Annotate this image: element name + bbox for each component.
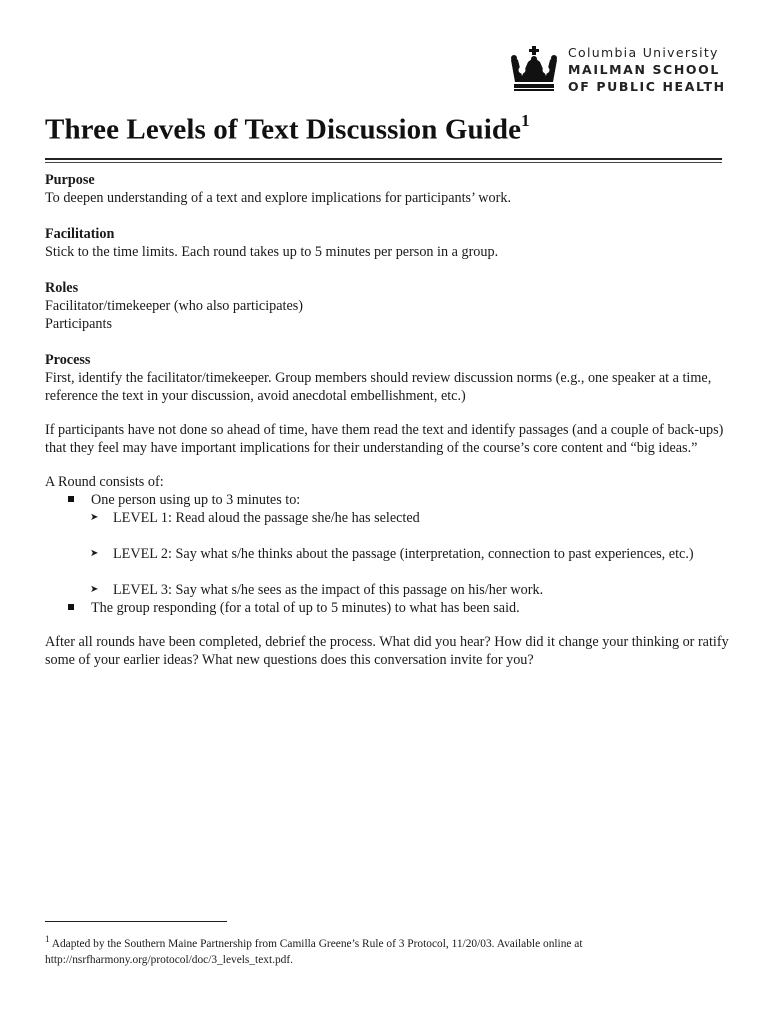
arrow-bullet-icon: ➤ [90, 584, 99, 595]
purpose-heading: Purpose [45, 172, 95, 188]
columbia-mailman-logo [508, 44, 730, 96]
logo-university-name: Columbia University [568, 45, 719, 60]
arrow-bullet-icon: ➤ [90, 512, 99, 523]
process-heading: Process [45, 352, 91, 368]
title-divider-thin [45, 162, 722, 163]
level-item [45, 545, 735, 563]
closing-paragraph: After all rounds have been completed, debrief the process. What did you hear? How did it change your thinking or ratify some of your earlier ideas? What new questions does this conversation invite for you? [45, 634, 729, 668]
footnote [45, 931, 735, 968]
square-bullet-icon [68, 496, 74, 502]
bullet-item [45, 599, 735, 617]
facilitation-text: Stick to the time limits. Each round takes up to 5 minutes per person in a group. [45, 244, 499, 260]
facilitation-heading: Facilitation [45, 226, 115, 242]
level-item [45, 581, 735, 599]
footnote-divider [45, 921, 227, 922]
level-1-text: LEVEL 1: Read aloud the passage she/he has selected [113, 510, 420, 526]
arrow-bullet-icon: ➤ [90, 548, 99, 559]
level-2-text: LEVEL 2: Say what s/he thinks about the passage (interpretation, connection to past experiences, etc.) [113, 546, 694, 562]
title-divider [45, 158, 722, 160]
bullet-item [45, 491, 735, 509]
logo-school-name: MAILMAN SCHOOL [568, 62, 720, 77]
roles-heading: Roles [45, 280, 79, 296]
roles-item: Participants [45, 316, 112, 332]
logo-school-subtitle: OF PUBLIC HEALTH [568, 79, 726, 94]
page-title-text: Three Levels of Text Discussion Guide [45, 113, 522, 146]
process-paragraph-2: If participants have not done so ahead of time, have them read the text and identify passages (and a couple of back-ups) that they feel may have important implications for their understanding of the course’s core content and “big ideas.” [45, 422, 724, 456]
bullet-text: One person using up to 3 minutes to: [91, 492, 301, 508]
footnote-url[interactable]: http://nsrfharmony.org/protocol/doc/3_levels_text.pdf. [45, 953, 294, 966]
level-3-text: LEVEL 3: Say what s/he sees as the impact of this passage on his/her work. [113, 582, 544, 598]
roles-item: Facilitator/timekeeper (who also participates) [45, 298, 304, 314]
process-paragraph-1: First, identify the facilitator/timekeeper. Group members should review discussion norms (e.g., one speaker at a time, reference the text in your discussion, avoid anecdotal embellishment, etc.) [45, 370, 712, 404]
page-title [45, 113, 530, 147]
title-footnote-mark: 1 [521, 111, 530, 130]
level-item [45, 509, 735, 527]
footnote-text: Adapted by the Southern Maine Partnership from Camilla Greene’s Rule of 3 Protocol, 11/20/03. Available online at [51, 937, 583, 950]
bullet-text: The group responding (for a total of up to 5 minutes) to what has been said. [91, 600, 520, 616]
crown-icon [508, 46, 560, 92]
logo-text [568, 44, 726, 95]
round-intro: A Round consists of: [45, 474, 164, 490]
footnote-mark: 1 [45, 934, 50, 944]
purpose-text: To deepen understanding of a text and explore implications for participants’ work. [45, 190, 511, 206]
square-bullet-icon [68, 604, 74, 610]
main-content [45, 171, 735, 669]
